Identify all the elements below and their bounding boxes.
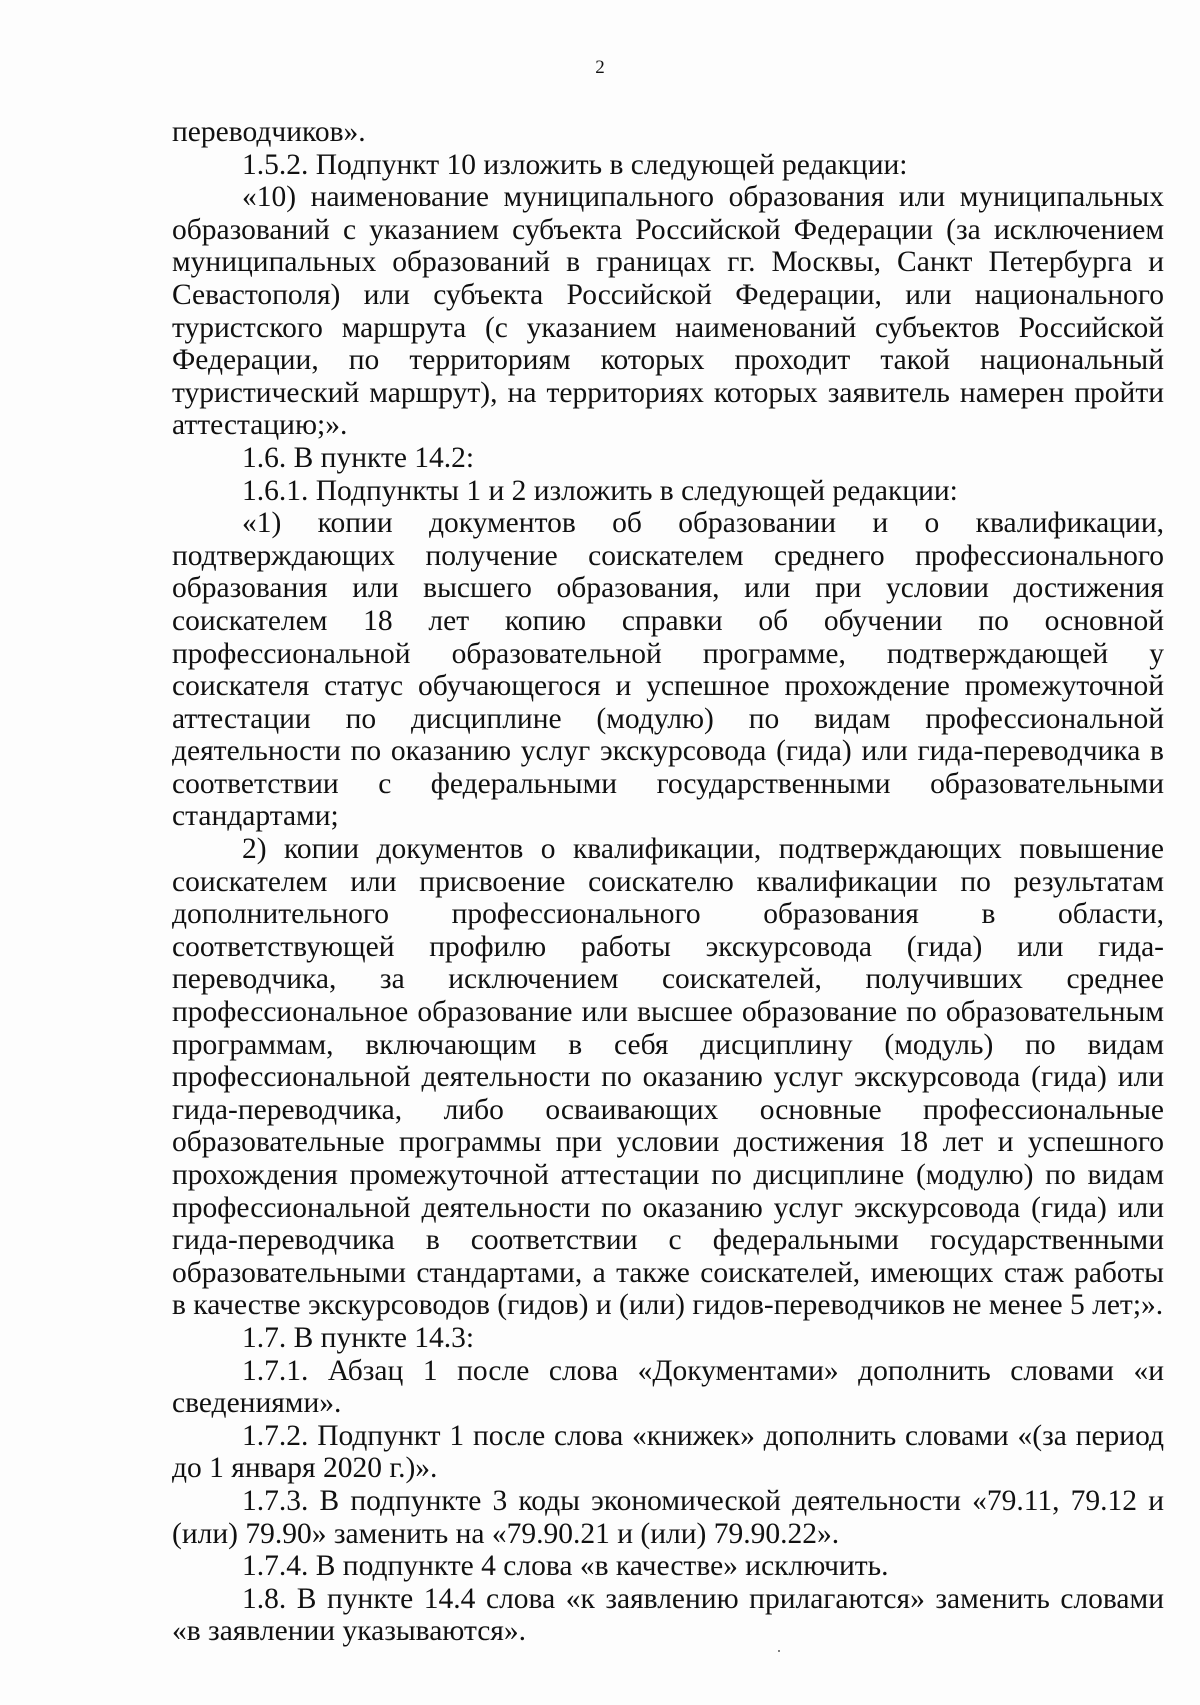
scan-speck [778,1650,780,1652]
page-number: 2 [595,57,605,78]
paragraph-1-5-2: 1.5.2. Подпункт 10 изложить в следующей редакции: [242,148,908,181]
paragraph-1-6-1: 1.6.1. Подпункты 1 и 2 изложить в следующей редакции: [242,474,958,507]
paragraph-1-7-3: 1.7.3. В подпункте 3 коды экономической деятельности «79.11, 79.12 и (или) 79.90» заменить на «79.90.21 и (или) 79.90.22». [172,1484,1164,1550]
document-body [172,116,1164,1648]
paragraph-subitem-2: 2) копии документов о квалификации, подтверждающих повышение соискателем или присвоение соискателю квалификации по результатам дополнительного профессионального образования в области, соответствующей профилю работы экскурсовода (гида) или гида-переводчика, за исключением соискателей, получивших среднее профессиональное образование или высшее образование по образовательным программам, включающим в себя дисциплину (модуль) по видам профессиональной деятельности по оказанию услуг экскурсовода (гида) или гида-переводчика, либо осваивающих основные профессиональные образовательные программы при условии достижения 18 лет и успешного прохождения промежуточной аттестации по дисциплине (модулю) по видам профессиональной деятельности по оказанию услуг экскурсовода (гида) или гида-переводчика в соответствии с федеральными государственными образовательными стандартами, а также соискателей, имеющих стаж работы в качестве экскурсоводов (гидов) и (или) гидов-переводчиков не менее 5 лет;». [172,833,1164,1322]
paragraph-1-7-4: 1.7.4. В подпункте 4 слова «в качестве» исключить. [242,1550,889,1583]
paragraph-subitem-1: «1) копии документов об образовании и о квалификации, подтверждающих получение соискателем среднего профессионального образования или высшего образования, или при условии достижения соискателем 18 лет копию справки об обучении по основной профессиональной образовательной программе, подтверждающей у соискателя статус обучающегося и успешное прохождение промежуточной аттестации по дисциплине (модулю) по видам профессиональной деятельности по оказанию услуг экскурсовода (гида) или гида-переводчика в соответствии с федеральными государственными образовательными стандартами; [172,507,1164,833]
paragraph-1-7-1: 1.7.1. Абзац 1 после слова «Документами» дополнить словами «и сведениями». [172,1354,1164,1420]
paragraph-subitem-10: «10) наименование муниципального образования или муниципальных образований с указанием субъекта Российской Федерации (за исключением муниципальных образований в границах гг. Москвы, Санкт Петербурга и Севастополя) или субъекта Российской Федерации, или национального туристского маршрута (с указанием наименований субъектов Российской Федерации, по территориям которых проходит такой национальный туристический маршрут), на территориях которых заявитель намерен пройти аттестацию;». [172,181,1164,442]
paragraph-1-7: 1.7. В пункте 14.3: [242,1321,475,1354]
paragraph-1-8: 1.8. В пункте 14.4 слова «к заявлению прилагаются» заменить словами «в заявлении указываются». [172,1582,1164,1648]
paragraph-continuation: переводчиков». [172,116,366,148]
paragraph-1-6: 1.6. В пункте 14.2: [242,441,475,474]
paragraph-1-7-2: 1.7.2. Подпункт 1 после слова «книжек» дополнить словами «(за период до 1 января 2020 г.)». [172,1419,1164,1485]
